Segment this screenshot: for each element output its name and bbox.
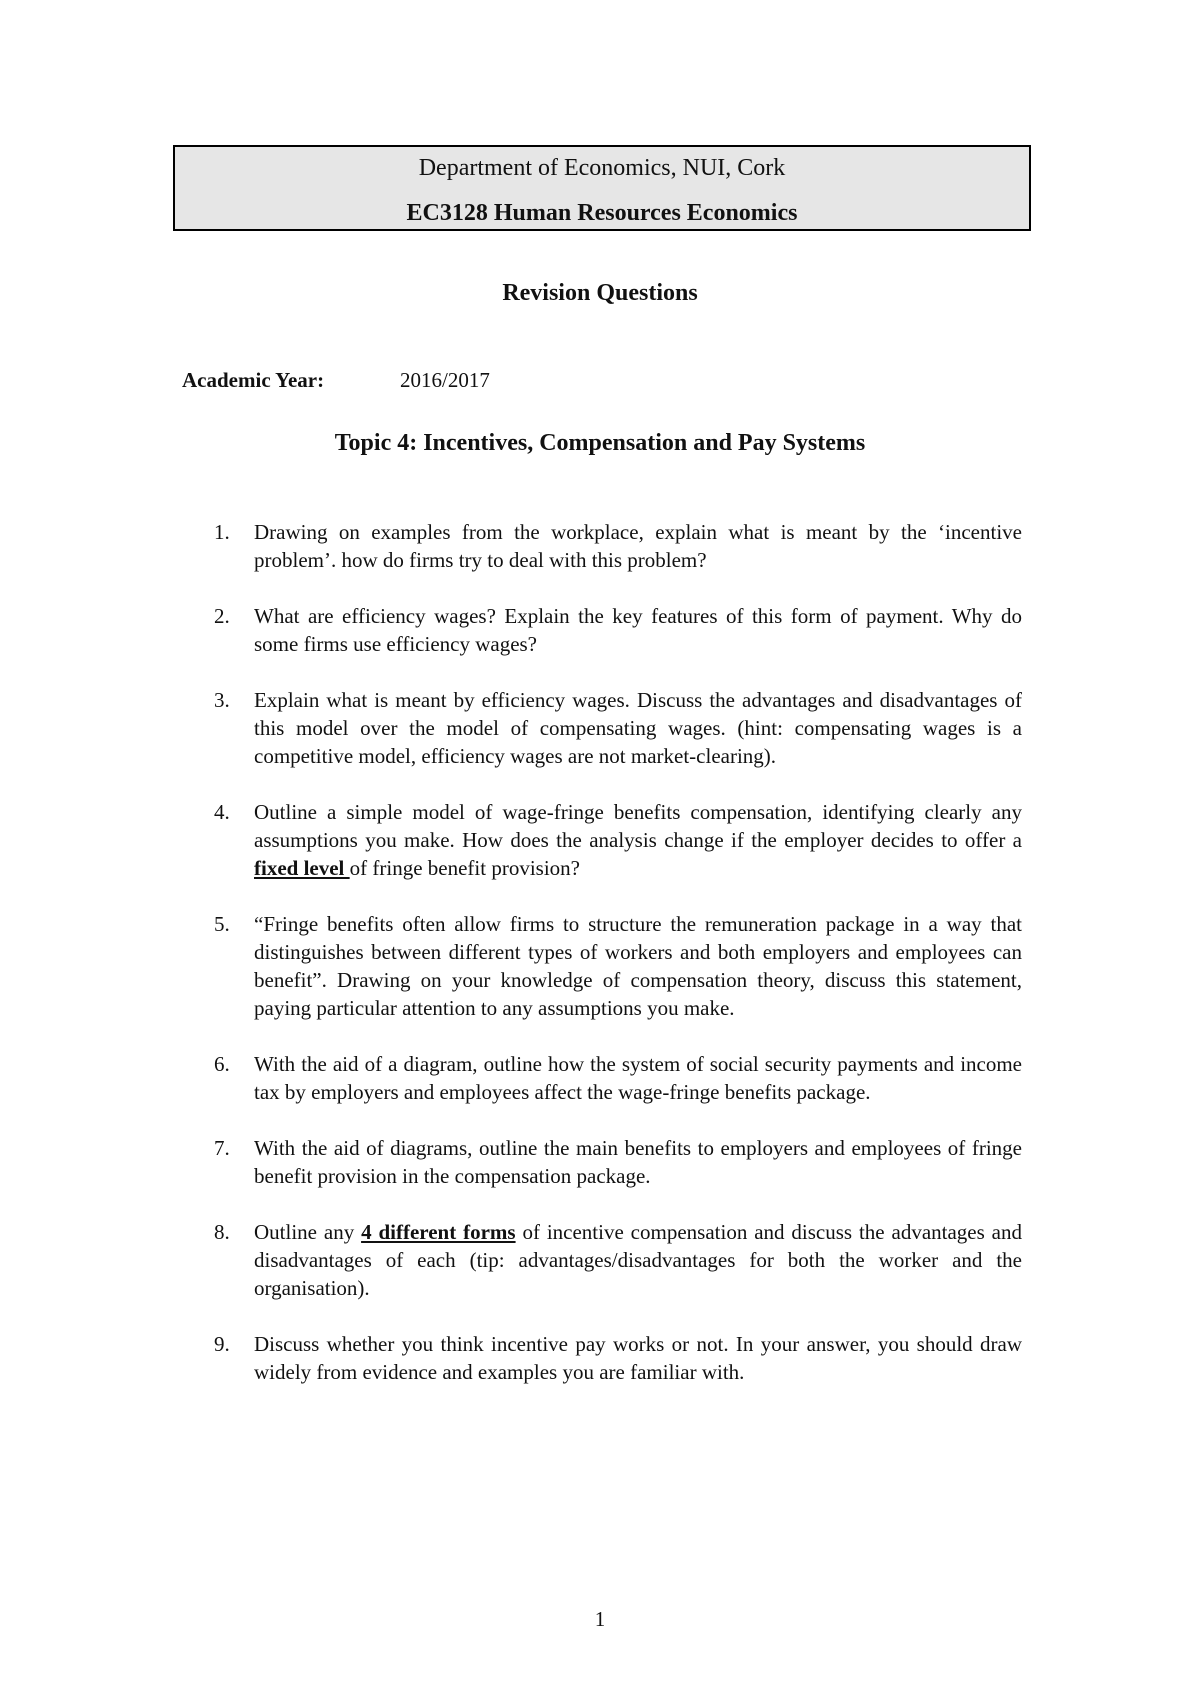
question-text: With the aid of a diagram, outline how the system of social security payments and income tax by employers and employees affect the wage-fringe benefits package.: [254, 1052, 1022, 1104]
question-emphasis: 4 different forms: [361, 1220, 516, 1244]
academic-year-label: Academic Year:: [182, 368, 325, 392]
question-item: [208, 686, 1022, 770]
question-text: [254, 1220, 1022, 1300]
question-text: Discuss whether you think incentive pay works or not. In your answer, you should draw widely from evidence and examples you are familiar with.: [254, 1332, 1022, 1384]
question-number: 7.: [214, 1136, 230, 1160]
course-title: EC3128 Human Resources Economics: [406, 200, 798, 226]
question-item: [208, 1218, 1022, 1302]
question-number: 5.: [214, 912, 230, 936]
question-text: [254, 800, 1022, 880]
question-number: 6.: [214, 1052, 230, 1076]
question-item: [208, 602, 1022, 658]
question-item: [208, 910, 1022, 1022]
question-item: [208, 1134, 1022, 1190]
question-number: 3.: [214, 688, 230, 712]
question-number: 2.: [214, 604, 230, 628]
question-text: Explain what is meant by efficiency wages. Discuss the advantages and disadvantages of this model over the model of compensating wages. (hint: compensating wages is a competitive model, efficiency wages are not market-clearing).: [254, 688, 1022, 768]
question-text-part: Outline a simple model of wage-fringe benefits compensation, identifying clearly any assumptions you make. How does the analysis change if the employer decides to offer a: [254, 800, 1022, 852]
question-item: [208, 1330, 1022, 1386]
question-number: 9.: [214, 1332, 230, 1356]
question-text-part: of incentive compensation and discuss the advantages and disadvantages of each (tip: advantages/disadvantages for both the worker and the organisation).: [254, 1220, 1022, 1300]
question-text: With the aid of diagrams, outline the main benefits to employers and employees of fringe benefit provision in the compensation package.: [254, 1136, 1022, 1188]
question-item: [208, 1050, 1022, 1106]
question-number: 4.: [214, 800, 230, 824]
question-number: 8.: [214, 1220, 230, 1244]
question-text: Drawing on examples from the workplace, explain what is meant by the ‘incentive problem’. how do firms try to deal with this problem?: [254, 520, 1022, 572]
question-emphasis: fixed level: [254, 856, 350, 880]
header-box: [173, 145, 1031, 231]
question-text-part: of fringe benefit provision?: [349, 856, 580, 880]
department-name: Department of Economics, NUI, Cork: [418, 155, 786, 181]
question-item: [208, 518, 1022, 574]
question-number: 1.: [214, 520, 230, 544]
question-text: What are efficiency wages? Explain the key features of this form of payment. Why do some firms use efficiency wages?: [254, 604, 1022, 656]
question-item: [208, 798, 1022, 882]
question-text: “Fringe benefits often allow firms to structure the remuneration package in a way that distinguishes between different types of workers and both employers and employees can benefit”. Drawing on your knowledge of compensation theory, discuss this statement, paying particular attention to any assumptions you make.: [254, 912, 1022, 1020]
question-list: [208, 518, 1022, 1414]
document-title: Revision Questions: [502, 280, 698, 306]
academic-year-value: 2016/2017: [400, 368, 490, 392]
topic-heading: Topic 4: Incentives, Compensation and Pay Systems: [334, 430, 866, 456]
page-number: 1: [594, 1607, 606, 1631]
question-text-part: Outline any: [254, 1220, 362, 1244]
